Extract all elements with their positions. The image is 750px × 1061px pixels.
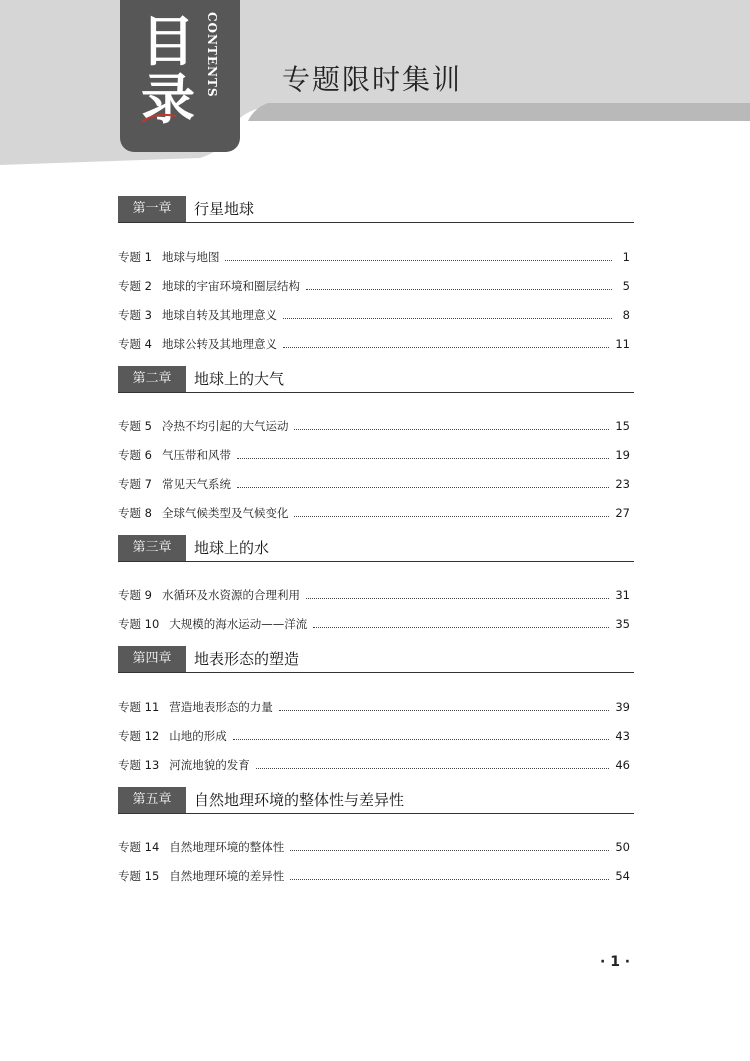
topic-number: 专题 2	[118, 279, 152, 293]
dot-leader	[306, 598, 609, 599]
dot-leader	[256, 768, 610, 769]
topic-page: 1	[622, 250, 630, 264]
topic-page: 8	[622, 308, 630, 322]
topic-number: 专题 6	[118, 448, 152, 462]
topic-name: 大规模的海水运动——洋流	[169, 617, 308, 631]
topic-name: 自然地理环境的差异性	[169, 869, 285, 883]
dot-leader	[306, 289, 612, 290]
topic-name: 山地的形成	[169, 729, 227, 743]
chapter-title: 地表形态的塑造	[194, 650, 300, 668]
toc-entry[interactable]	[118, 757, 630, 773]
dot-leader	[225, 260, 612, 261]
chapter-5-header	[118, 787, 634, 814]
chapter-4-header	[118, 646, 634, 673]
topic-number: 专题 11	[118, 700, 160, 714]
topic-name: 自然地理环境的整体性	[169, 840, 285, 854]
dot-leader	[283, 318, 612, 319]
dot-leader	[237, 458, 609, 459]
toc-entry[interactable]	[118, 476, 630, 492]
topic-page: 50	[615, 840, 630, 854]
dot-leader	[290, 879, 609, 880]
toc-entry[interactable]	[118, 587, 630, 603]
topic-number: 专题 13	[118, 758, 160, 772]
topic-number: 专题 9	[118, 588, 152, 602]
chapter-label: 第二章	[118, 366, 186, 392]
topic-page: 43	[615, 729, 630, 743]
chapter-label: 第一章	[118, 196, 186, 222]
contents-mark-char-mu: 目	[141, 10, 195, 73]
topic-page: 23	[615, 477, 630, 491]
topic-number: 专题 15	[118, 869, 160, 883]
page-number: · 1 ·	[600, 954, 631, 970]
topic-number: 专题 5	[118, 419, 152, 433]
toc-entry[interactable]	[118, 447, 630, 463]
contents-english-label: CONTENTS	[205, 12, 219, 98]
topic-page: 46	[615, 758, 630, 772]
topic-page: 5	[622, 279, 630, 293]
dot-leader	[294, 429, 609, 430]
toc-entry[interactable]	[118, 418, 630, 434]
chapter-3-header	[118, 535, 634, 562]
topic-name: 全球气候类型及气候变化	[161, 506, 289, 520]
topic-name: 水循环及水资源的合理利用	[161, 588, 300, 602]
chapter-title: 地球上的大气	[194, 370, 285, 388]
toc-entry[interactable]	[118, 728, 630, 744]
topic-page: 11	[615, 337, 630, 351]
topic-page: 19	[615, 448, 630, 462]
topic-name: 地球与地图	[161, 250, 220, 264]
chapter-1-header	[118, 196, 634, 223]
chapter-label: 第三章	[118, 535, 186, 561]
contents-mark-char-lu: 录	[141, 68, 195, 131]
page-title: 专题限时集训	[282, 63, 463, 96]
chapter-label: 第五章	[118, 787, 186, 813]
topic-name: 冷热不均引起的大气运动	[161, 419, 289, 433]
toc-entry[interactable]	[118, 616, 630, 632]
topic-name: 营造地表形态的力量	[169, 700, 273, 714]
toc-entry[interactable]	[118, 868, 630, 884]
topic-name: 地球公转及其地理意义	[161, 337, 277, 351]
topic-page: 39	[615, 700, 630, 714]
topic-page: 54	[615, 869, 630, 883]
topic-name: 常见天气系统	[161, 477, 231, 491]
toc-entry[interactable]	[118, 336, 630, 352]
topic-name: 地球自转及其地理意义	[161, 308, 277, 322]
topic-page: 35	[615, 617, 630, 631]
topic-name: 气压带和风带	[161, 448, 231, 462]
topic-page: 27	[615, 506, 630, 520]
chapter-label: 第四章	[118, 646, 186, 672]
dot-leader	[313, 627, 609, 628]
chapter-title: 地球上的水	[194, 539, 270, 557]
topic-number: 专题 4	[118, 337, 152, 351]
dot-leader	[283, 347, 609, 348]
topic-number: 专题 1	[118, 250, 152, 264]
dot-leader	[290, 850, 609, 851]
topic-page: 15	[615, 419, 630, 433]
topic-number: 专题 12	[118, 729, 160, 743]
chapter-2-header	[118, 366, 634, 393]
topic-page: 31	[615, 588, 630, 602]
dot-leader	[233, 739, 610, 740]
topic-name: 河流地貌的发育	[169, 758, 250, 772]
dot-leader	[237, 487, 609, 488]
topic-number: 专题 8	[118, 506, 152, 520]
toc-entry[interactable]	[118, 307, 630, 323]
topic-number: 专题 3	[118, 308, 152, 322]
toc-entry[interactable]	[118, 249, 630, 265]
topic-number: 专题 7	[118, 477, 152, 491]
topic-number: 专题 14	[118, 840, 160, 854]
toc-entry[interactable]	[118, 278, 630, 294]
dot-leader	[294, 516, 609, 517]
toc-entry[interactable]	[118, 839, 630, 855]
toc-entry[interactable]	[118, 505, 630, 521]
toc-entry[interactable]	[118, 699, 630, 715]
chapter-title: 自然地理环境的整体性与差异性	[194, 791, 405, 809]
topic-name: 地球的宇宙环境和圈层结构	[161, 279, 300, 293]
dot-leader	[279, 710, 610, 711]
chapter-title: 行星地球	[194, 200, 255, 218]
red-stroke-icon	[140, 110, 180, 126]
topic-number: 专题 10	[118, 617, 160, 631]
